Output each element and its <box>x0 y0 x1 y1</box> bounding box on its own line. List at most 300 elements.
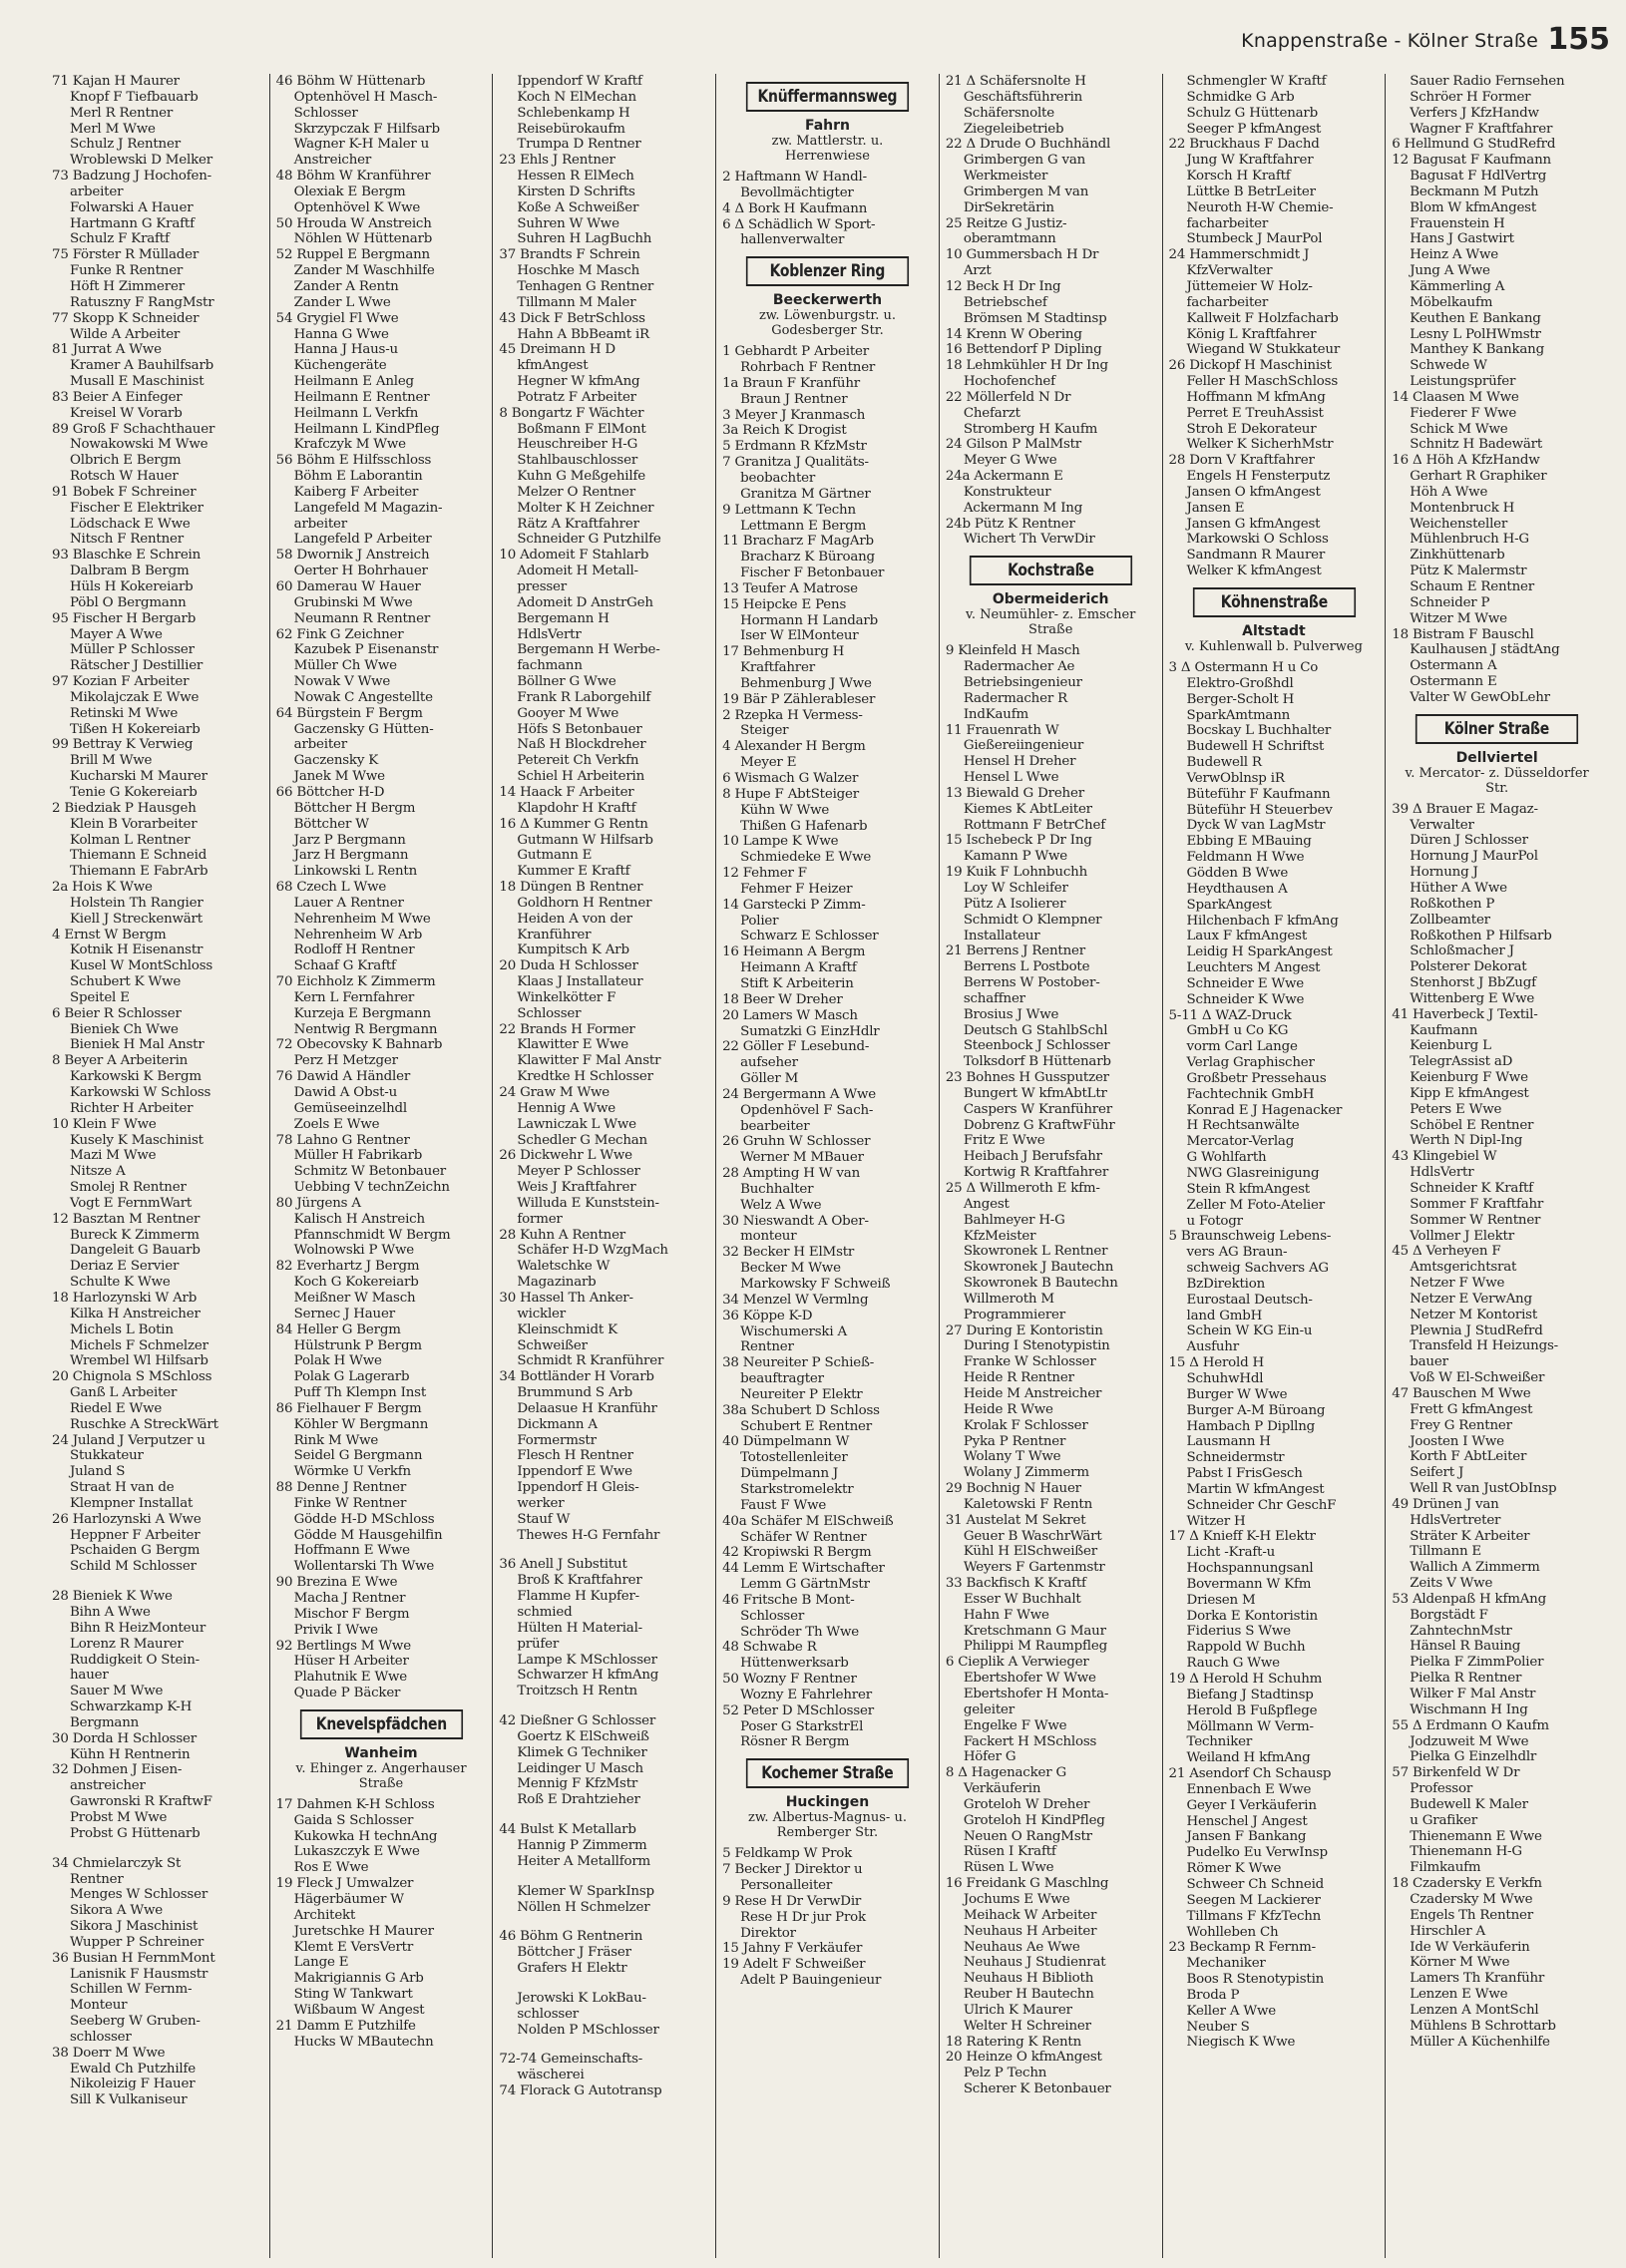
resident-entry: Ganß L Arbeiter <box>70 1385 178 1401</box>
address-entry: 34 Chmielarczyk St <box>52 1855 182 1871</box>
resident-entry: Kumpitsch K Arb <box>517 943 629 958</box>
resident-entry: Melzer O Rentner <box>517 484 635 500</box>
resident-entry: Lemm G GärtnMstr <box>740 1577 870 1593</box>
resident-entry: anstreicher <box>70 1778 146 1794</box>
resident-entry: Rätz A Kraftfahrer <box>517 516 639 532</box>
resident-entry: Fiederer F Wwe <box>1410 405 1517 421</box>
resident-entry: During I Stenotypistin <box>963 1338 1110 1354</box>
resident-entry: Fiderius S Wwe <box>1186 1624 1291 1640</box>
resident-entry: Klawitter F Mal Anstr <box>517 1053 661 1069</box>
resident-entry: Markowsky F Schweiß <box>740 1277 891 1292</box>
resident-entry: Bahlmeyer H-G <box>963 1212 1065 1228</box>
resident-entry: Nowak C Angestellte <box>293 689 433 705</box>
resident-entry: Schulz F Kraftf <box>70 231 170 247</box>
address-entry: 7 Becker J Direktor u <box>722 1862 863 1878</box>
resident-entry: Schäfer H-D WzgMach <box>517 1243 668 1259</box>
resident-entry: Mühlens B Schrottarb <box>1410 2018 1556 2034</box>
resident-entry: Korth F AbtLeiter <box>1410 1449 1527 1465</box>
resident-entry: Beckmann M Putzh <box>1410 184 1539 199</box>
address-entry: 30 Dorda H Schlosser <box>52 1730 197 1746</box>
resident-entry: ZahntechnMstr <box>1410 1623 1512 1639</box>
resident-entry: Steiger <box>740 723 789 739</box>
resident-entry: Sauer Radio Fernsehen <box>1410 74 1565 89</box>
address-entry: 44 Bulst K Metallarb <box>499 1822 636 1838</box>
resident-entry: beobachter <box>740 470 816 486</box>
resident-entry: Geyer I Verkäuferin <box>1186 1797 1317 1813</box>
resident-entry: Vogt E FernmWart <box>70 1195 193 1211</box>
street-description: zw. Albertus-Magnus- u. Remberger Str. <box>747 1810 907 1841</box>
resident-entry: Lausmann H <box>1186 1434 1271 1450</box>
resident-entry: Hahn F Wwe <box>963 1607 1049 1623</box>
resident-entry: Schild M Schlosser <box>70 1559 197 1575</box>
resident-entry: Karkowski W Schloss <box>70 1085 211 1100</box>
resident-entry: Wolany T Wwe <box>963 1449 1061 1465</box>
resident-entry: Schmitz W Betonbauer <box>293 1164 446 1180</box>
resident-entry: Scherer K Betonbauer <box>963 2081 1111 2097</box>
address-entry: 50 Hrouda W Anstreich <box>275 215 432 231</box>
address-entry: 73 Badzung J Hochofen- <box>52 169 212 185</box>
address-entry: 20 Heinze O kfmAngest <box>945 2050 1102 2066</box>
resident-entry: Nöhlen W Hüttenarb <box>293 231 433 247</box>
address-entry: 89 Groß F Schachthauer <box>52 421 215 437</box>
resident-entry: Lange E <box>293 1955 349 1971</box>
resident-entry: Kuhn G Meßgehilfe <box>517 469 645 485</box>
resident-entry: Klaas J Installateur <box>517 974 643 990</box>
resident-entry: Grubinski M Wwe <box>293 594 413 610</box>
resident-entry: Klein B Vorarbeiter <box>70 816 198 832</box>
resident-entry: Böttcher J Fräser <box>517 1945 631 1961</box>
address-entry: 2 Biedziak P Hausgeh <box>52 800 197 816</box>
resident-entry: Neuhaus H Biblioth <box>963 1971 1094 1987</box>
resident-entry: Meyer P Schlosser <box>517 1164 640 1180</box>
address-entry: 53 Aldenpaß H kfmAng <box>1392 1591 1546 1607</box>
resident-entry: Rauch G Wwe <box>1186 1656 1280 1672</box>
resident-entry: Monteur <box>70 1998 128 2014</box>
resident-entry: Lawniczak L Wwe <box>517 1116 636 1132</box>
street-district: Huckingen <box>785 1794 870 1811</box>
resident-entry: Neuhaus Ae Wwe <box>963 1939 1080 1955</box>
address-entry: 15 Δ Herold H <box>1168 1355 1265 1371</box>
street-description: v. Neumühler- z. Emscher Straße <box>966 607 1136 638</box>
resident-entry: Schneider K Wwe <box>1186 991 1305 1007</box>
address-entry: 46 Fritsche B Mont- <box>722 1592 855 1608</box>
resident-entry: hallenverwalter <box>740 232 845 248</box>
resident-entry: Dyck W van LagMstr <box>1186 818 1326 834</box>
resident-entry: Sommer F Kraftfahr <box>1410 1196 1544 1212</box>
page-number: 155 <box>1547 22 1610 57</box>
address-entry: 10 Gummersbach H Dr <box>945 247 1099 263</box>
resident-entry: u Grafiker <box>1410 1812 1477 1828</box>
resident-entry: Rüsen L Wwe <box>963 1860 1054 1876</box>
resident-entry: Wolany J Zimmerm <box>963 1465 1089 1481</box>
address-entry: 43 Dick F BetrSchloss <box>499 310 645 326</box>
address-entry: 57 Birkenfeld W Dr <box>1392 1765 1520 1781</box>
street-district: Obermeiderich <box>992 591 1109 608</box>
resident-entry: Lödschack E Wwe <box>70 516 191 532</box>
resident-entry: Koch G Kokereiarb <box>293 1275 419 1291</box>
resident-entry: Kilka H Anstreicher <box>70 1306 201 1322</box>
directory-column <box>492 74 715 2258</box>
resident-entry: Wrembel Wl Hilfsarb <box>70 1353 208 1369</box>
resident-entry: Knopf F Tiefbauarb <box>70 89 199 105</box>
resident-entry: Ausfuhr <box>1186 1339 1239 1355</box>
resident-entry: Pabst I FrisGesch <box>1186 1466 1303 1482</box>
resident-entry: Jarz P Bergmann <box>293 832 406 848</box>
address-entry: 42 Kropiwski R Bergm <box>722 1545 872 1561</box>
resident-entry: Nehrenheim W Arb <box>293 927 423 943</box>
resident-entry: Broda P <box>1186 1987 1240 2003</box>
resident-entry: Rüsen I Kraftf <box>963 1844 1056 1860</box>
resident-entry: Granitza M Gärtner <box>740 486 871 502</box>
resident-entry: Schäfer W Rentner <box>740 1529 867 1545</box>
resident-entry: Hennig A Wwe <box>517 1100 616 1116</box>
resident-entry: Keienburg F Wwe <box>1410 1070 1528 1086</box>
resident-entry: Heilmann E Anleg <box>293 374 414 390</box>
resident-entry: Oerter H Bohrhauer <box>293 564 428 579</box>
resident-entry: Welker K SicherhMstr <box>1186 437 1334 453</box>
address-entry: 24 Graw M Wwe <box>499 1085 610 1100</box>
resident-entry: Techniker <box>1186 1734 1253 1750</box>
resident-entry: Wichert Th VerwDir <box>963 532 1095 548</box>
resident-entry: Stroh E Dekorateur <box>1186 421 1317 437</box>
resident-entry: Verfers J KfzHandw <box>1410 105 1539 121</box>
resident-entry: Tillmann M Maler <box>517 294 636 310</box>
resident-entry: Witzer H <box>1186 1513 1246 1529</box>
resident-entry: schaffner <box>963 990 1025 1006</box>
resident-entry: Sommer W Rentner <box>1410 1212 1541 1228</box>
resident-entry: Heimann A Kraftf <box>740 960 857 976</box>
address-entry: 5 Erdmann R KfzMstr <box>722 439 867 455</box>
resident-entry: presser <box>517 579 567 594</box>
resident-entry: Kolman L Rentner <box>70 832 191 848</box>
resident-entry: Schöbel E Rentner <box>1410 1117 1534 1133</box>
resident-entry: Zeller M Foto-Atelier <box>1186 1197 1325 1213</box>
resident-entry: arbeiter <box>293 516 347 532</box>
resident-entry: Möllmann W Verm- <box>1186 1718 1314 1734</box>
resident-entry: Nöllen H Schmelzer <box>517 1899 650 1915</box>
resident-entry: Leidig H SparkAngest <box>1186 945 1333 960</box>
resident-entry: Schiel H Arbeiterin <box>517 769 645 785</box>
resident-entry: Bracharz K Büroang <box>740 550 875 566</box>
resident-entry: Michels L Botin <box>70 1322 174 1337</box>
address-entry: 74 Florack G Autotransp <box>499 2083 662 2099</box>
resident-entry: Fackert H MSchloss <box>963 1733 1097 1749</box>
resident-entry: Dorka E Kontoristin <box>1186 1608 1318 1624</box>
resident-entry: Tillmann E <box>1410 1544 1482 1560</box>
resident-entry: Pielka F ZimmPolier <box>1410 1655 1544 1671</box>
resident-entry: Verlag Graphischer <box>1186 1055 1315 1071</box>
resident-entry: Hoffmann E Wwe <box>293 1543 410 1559</box>
resident-entry: Berger-Scholt H <box>1186 691 1295 707</box>
resident-entry: Karkowski K Bergm <box>70 1069 202 1085</box>
street-description: zw. Mattlerstr. u. Herrenwiese <box>771 134 884 164</box>
resident-entry: Lukaszczyk E Wwe <box>293 1844 420 1860</box>
resident-entry: Kirsten D Schrifts <box>517 184 635 199</box>
spacer <box>52 1575 263 1589</box>
resident-entry: Neumann R Rentner <box>293 610 431 626</box>
resident-entry: Welz A Wwe <box>740 1197 822 1213</box>
resident-entry: Wiegand W Stukkateur <box>1186 342 1341 358</box>
resident-entry: Hüther A Wwe <box>1410 880 1507 896</box>
resident-entry: Plewnia J StudRefrd <box>1410 1323 1543 1338</box>
address-entry: 90 Brezina E Wwe <box>275 1575 398 1591</box>
resident-entry: Schubert E Rentner <box>740 1418 872 1434</box>
resident-entry: Seidel G Bergmann <box>293 1448 423 1464</box>
resident-entry: Zander A Rentn <box>293 278 399 294</box>
resident-entry: Holstein Th Rangier <box>70 895 203 911</box>
address-entry: 38 Neureiter P Schieß- <box>722 1355 875 1371</box>
resident-entry: Rappold W Buchh <box>1186 1640 1306 1656</box>
address-entry: 48 Böhm W Kranführer <box>275 169 431 185</box>
address-entry: 14 Krenn W Obering <box>945 326 1082 342</box>
address-entry: 27 During E Kontoristin <box>945 1323 1103 1338</box>
resident-entry: Rotsch W Hauer <box>70 469 179 485</box>
resident-entry: Böttcher H Bergm <box>293 800 416 816</box>
address-entry: 28 Ampting H W van <box>722 1166 860 1182</box>
address-entry: 16 Heimann A Bergm <box>722 945 866 960</box>
address-entry: 83 Beier A Einfeger <box>52 389 183 405</box>
address-entry: 18 Lehmkühler H Dr Ing <box>945 358 1108 374</box>
resident-entry: Meihack W Arbeiter <box>963 1907 1097 1923</box>
resident-entry: Nowak V Wwe <box>293 674 391 690</box>
resident-entry: Hegner W kfmAng <box>517 374 640 390</box>
resident-entry: Wittenberg E Wwe <box>1410 990 1535 1006</box>
resident-entry: Gödde H-D MSchloss <box>293 1511 435 1527</box>
address-entry: 28 Bieniek K Wwe <box>52 1589 173 1605</box>
resident-entry: Tenie G Kokereiarb <box>70 784 198 800</box>
resident-entry: Wilde A Arbeiter <box>70 326 181 342</box>
address-entry: 99 Bettray K Verwieg <box>52 737 194 753</box>
resident-entry: Dangeleit G Bauarb <box>70 1243 201 1259</box>
resident-entry: Herold B Fußpflege <box>1186 1702 1318 1718</box>
resident-entry: wickler <box>517 1306 566 1322</box>
address-entry: 3 Meyer J Kranmasch <box>722 407 866 423</box>
resident-entry: Bieniek Ch Wwe <box>70 1021 179 1037</box>
page-header <box>0 0 1626 62</box>
resident-entry: Zander L Wwe <box>293 294 391 310</box>
resident-entry: Welker K kfmAngest <box>1186 564 1322 579</box>
resident-entry: Kortwig R Kraftfahrer <box>963 1165 1109 1181</box>
address-entry: 19 Adelt F Schweißer <box>722 1957 866 1973</box>
address-entry: 25 Δ Willmeroth E kfm- <box>945 1181 1100 1196</box>
resident-entry: Hüser H Arbeiter <box>293 1654 409 1670</box>
resident-entry: Angest <box>963 1196 1010 1212</box>
address-entry: 21 Damm E Putzhilfe <box>275 2018 416 2034</box>
address-entry: 62 Fink G Zeichner <box>275 626 404 642</box>
address-entry: 17 Δ Knieff K-H Elektr <box>1168 1529 1316 1545</box>
spacer <box>499 1808 709 1822</box>
resident-entry: Flesch H Rentner <box>517 1448 633 1464</box>
resident-entry: Schulte K Wwe <box>70 1275 171 1291</box>
resident-entry: Bocskay L Buchhalter <box>1186 723 1332 739</box>
resident-entry: Puff Th Klempn Inst <box>293 1385 427 1401</box>
resident-entry: Schweißer <box>517 1337 588 1353</box>
resident-entry: Tenhagen G Rentner <box>517 278 654 294</box>
address-entry: 6 Beier R Schlosser <box>52 1005 182 1021</box>
resident-entry: Müller A Küchenhilfe <box>1410 2034 1550 2050</box>
resident-entry: Finke W Rentner <box>293 1495 407 1511</box>
address-entry: 91 Bobek F Schreiner <box>52 484 197 500</box>
resident-entry: VerwOblnsp iR <box>1186 770 1285 786</box>
resident-entry: Jansen G kfmAngest <box>1186 516 1321 532</box>
address-entry: 43 Klingebiel W <box>1392 1149 1497 1165</box>
resident-entry: Nikoleizig F Hauer <box>70 2077 196 2092</box>
resident-entry: Schweer Ch Schneid <box>1186 1876 1325 1892</box>
address-entry: 5 Feldkamp W Prok <box>722 1846 853 1862</box>
resident-entry: Schaaf G Kraftf <box>293 958 396 974</box>
resident-entry: Speitel E <box>70 989 130 1005</box>
resident-entry: Kotnik H Eisenanstr <box>70 943 203 958</box>
street-district: Beeckerwerth <box>772 292 883 309</box>
resident-entry: Pöbl O Bergmann <box>70 594 187 610</box>
resident-entry: Budewell H Schriftst <box>1186 739 1325 755</box>
address-entry: 34 Bottländer H Vorarb <box>499 1369 654 1385</box>
resident-entry: Schneider E Wwe <box>1186 975 1305 991</box>
resident-entry: Funke R Rentner <box>70 263 184 279</box>
resident-entry: Stift K Arbeiterin <box>740 975 854 991</box>
resident-entry: Dickmann A <box>517 1416 598 1432</box>
address-entry: 19 Δ Herold H Schuhm <box>1168 1672 1323 1687</box>
address-entry: 56 Böhm E Hilfsschloss <box>275 453 432 469</box>
resident-entry: Netzer F Wwe <box>1410 1276 1505 1292</box>
resident-entry: Werth N Dipl-Ing <box>1410 1133 1523 1149</box>
street-district: Fahrn <box>804 118 850 134</box>
resident-entry: Rese H Dr jur Prok <box>740 1909 866 1925</box>
address-entry: 86 Fielhauer F Bergm <box>275 1400 422 1416</box>
resident-entry: Göller M <box>740 1071 799 1087</box>
resident-entry: Schubert K Wwe <box>70 974 182 990</box>
resident-entry: Wischmann H Ing <box>1410 1701 1528 1717</box>
resident-entry: Dobrenz G KraftwFühr <box>963 1117 1115 1133</box>
address-entry: 10 Lampe K Wwe <box>722 834 839 850</box>
resident-entry: Höfer G <box>963 1749 1016 1765</box>
resident-entry: Ippendorf E Wwe <box>517 1464 632 1480</box>
resident-entry: Wohlleben Ch <box>1186 1924 1279 1940</box>
resident-entry: DirSekretärin <box>963 199 1054 215</box>
resident-entry: Kranführer <box>517 927 592 943</box>
resident-entry: Weis J Kraftfahrer <box>517 1180 636 1196</box>
address-entry: 18 Harlozynski W Arb <box>52 1290 198 1306</box>
resident-entry: Stein R kfmAngest <box>1186 1181 1310 1197</box>
resident-entry: Hilchenbach F kfmAng <box>1186 913 1339 929</box>
address-entry: 16 Bettendorf P Dipling <box>945 342 1102 358</box>
resident-entry: Lamers Th Kranführ <box>1410 1971 1545 1987</box>
resident-entry: Ewald Ch Putzhilfe <box>70 2061 196 2077</box>
address-entry: 17 Dahmen K-H Schloss <box>275 1796 435 1812</box>
resident-entry: Hensel L Wwe <box>963 770 1059 786</box>
resident-entry: Leidinger U Masch <box>517 1760 643 1776</box>
spacer <box>499 1977 709 1991</box>
resident-entry: Jansen O kfmAngest <box>1186 484 1321 500</box>
resident-entry: Geschäftsführerin <box>963 89 1083 105</box>
resident-entry: Witzer M Wwe <box>1410 610 1507 626</box>
address-entry: 80 Jürgens A <box>275 1195 361 1211</box>
resident-entry: Boos R Stenotypistin <box>1186 1972 1325 1988</box>
resident-entry: Wagner F Kraftfahrer <box>1410 121 1553 137</box>
address-entry: 44 Lemm E Wirtschafter <box>722 1561 885 1577</box>
resident-entry: Stromberg H Kaufm <box>963 421 1098 437</box>
resident-entry: Polak H Wwe <box>293 1353 382 1369</box>
address-entry: 36 Anell J Substitut <box>499 1557 627 1573</box>
resident-entry: Schmidke G Arb <box>1186 89 1295 105</box>
resident-entry: Hans J Gastwirt <box>1410 231 1514 247</box>
resident-entry: Hormann H Landarb <box>740 612 878 628</box>
resident-entry: Leistungsprüfer <box>1410 374 1516 390</box>
resident-entry: Heiter A Metallform <box>517 1853 651 1869</box>
resident-entry: Schwarz E Schlosser <box>740 929 879 945</box>
resident-entry: aufseher <box>740 1055 798 1071</box>
resident-entry: Dalbram B Bergm <box>70 564 190 579</box>
address-entry: 49 Drünen J van <box>1392 1496 1499 1512</box>
address-entry: 2 Rzepka H Vermess- <box>722 707 863 723</box>
resident-entry: Nentwig R Bergmann <box>293 1021 438 1037</box>
resident-entry: Lüttke B BetrLeiter <box>1186 184 1316 199</box>
resident-entry: Fachtechnik GmbH <box>1186 1086 1315 1102</box>
resident-entry: Plahutnik E Wwe <box>293 1670 408 1686</box>
address-entry: 28 Dorn V Kraftfahrer <box>1168 453 1315 469</box>
resident-entry: Berrens W Postober- <box>963 975 1100 991</box>
resident-entry: Keuthen E Bankang <box>1410 310 1541 326</box>
resident-entry: Straat H van de <box>70 1480 175 1496</box>
resident-entry: Lampe K MSchlosser <box>517 1652 657 1668</box>
resident-entry: Suhren W Wwe <box>517 215 619 231</box>
resident-entry: Netzer E VerwAng <box>1410 1291 1532 1307</box>
address-entry: 6 Cieplik A Verwieger <box>945 1655 1089 1671</box>
resident-entry: Schmidt R Kranführer <box>517 1353 664 1369</box>
resident-entry: Steenbock J Schlosser <box>963 1038 1110 1054</box>
resident-entry: Reisebürokaufm <box>517 121 625 137</box>
address-entry: 72-74 Gemeinschafts- <box>499 2052 643 2068</box>
resident-entry: Voß W El-Schweißer <box>1410 1370 1545 1386</box>
resident-entry: Suhren H LagBuchh <box>517 231 652 247</box>
street-section-header <box>1398 714 1596 796</box>
resident-entry: HdlsVertr <box>1410 1165 1474 1181</box>
resident-entry: Zinkhüttenarb <box>1410 548 1505 564</box>
resident-entry: Broß K Kraftfahrer <box>517 1573 642 1589</box>
spacer <box>499 1870 709 1884</box>
resident-entry: Iser W ElMonteur <box>740 628 859 644</box>
resident-entry: Musall E Maschinist <box>70 374 204 390</box>
resident-entry: Schmengler W Kraftf <box>1186 74 1327 89</box>
resident-entry: Nolden P MSchlosser <box>517 2022 659 2038</box>
resident-entry: geleiter <box>963 1701 1015 1717</box>
address-entry: 9 Kleinfeld H Masch <box>945 643 1080 659</box>
resident-entry: Flamme H Kupfer- <box>517 1589 639 1605</box>
resident-entry: Thißen G Hafenarb <box>740 818 868 834</box>
address-entry: 72 Obecovsky K Bahnarb <box>275 1037 443 1053</box>
resident-entry: Waletschke W <box>517 1259 610 1275</box>
address-entry: 23 Ehls J Rentner <box>499 153 615 169</box>
resident-entry: Sträter K Arbeiter <box>1410 1528 1530 1544</box>
street-description: v. Ehinger z. Angerhauser Straße <box>295 1760 467 1791</box>
resident-entry: Bihn A Wwe <box>70 1605 151 1620</box>
street-name: Koblenzer Ring <box>746 256 909 286</box>
resident-entry: Juretschke H Maurer <box>293 1923 434 1939</box>
resident-entry: Schneider K Kraftf <box>1410 1181 1533 1196</box>
address-entry: 4 Ernst W Bergm <box>52 927 167 943</box>
resident-entry: Arzt <box>963 263 992 279</box>
address-entry: 16 Freidank G Maschlng <box>945 1876 1109 1892</box>
resident-entry: Köhler W Bergmann <box>293 1416 429 1432</box>
resident-entry: Bureck K Zimmerm <box>70 1227 200 1243</box>
street-name: Knevelspfädchen <box>300 1709 463 1739</box>
resident-entry: Kramer A Bauhilfsarb <box>70 358 214 374</box>
resident-entry: Roßkothen P <box>1410 896 1495 912</box>
resident-entry: Schneider G Putzhilfe <box>517 532 661 548</box>
street-name: Knüffermannsweg <box>746 82 909 112</box>
resident-entry: Wagner K-H Maler u <box>293 137 430 153</box>
address-entry: 71 Kajan H Maurer <box>52 74 180 89</box>
